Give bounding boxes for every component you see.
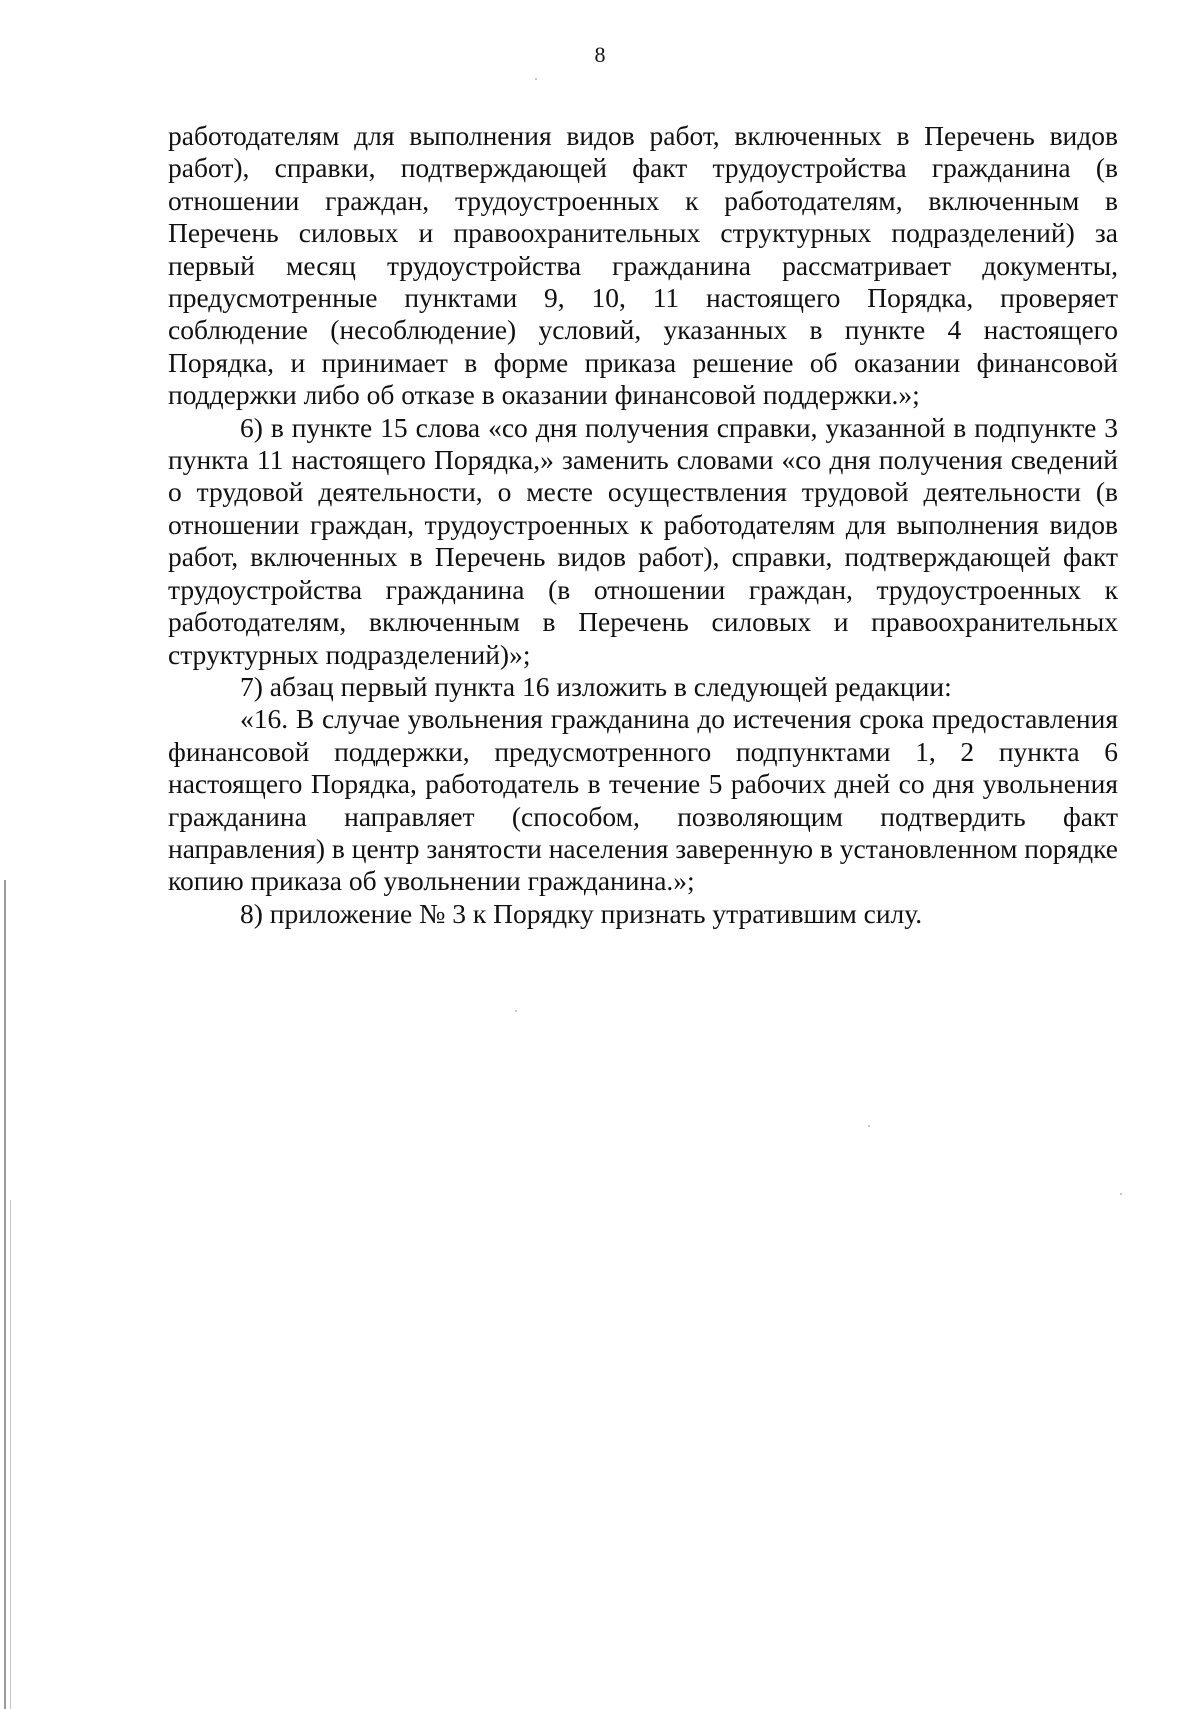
scan-speck	[868, 1125, 870, 1127]
scan-speck	[515, 1010, 517, 1012]
page-number: 8	[594, 42, 606, 67]
scan-speck	[1120, 1193, 1122, 1195]
scan-edge-line	[4, 880, 6, 1709]
paragraph-item-8: 8) приложение № 3 к Порядку признать утратившим силу.	[240, 897, 923, 929]
scan-edge-line-faint	[10, 1200, 11, 1709]
paragraph-quote-16: «16. В случае увольнения гражданина до истечения срока предоставления финансовой поддержки, предусмотренного подпунктами 1, 2 пункта 6 настоящего Порядка, работодатель в течение 5 рабочих дней со дня увольнения гражданина направляет (способом, позволяющим подтвердить факт направления) в центр занятости населения заверенную в установленном порядке копию приказа об увольнении гражданина.»;	[168, 703, 1118, 897]
paragraph-item-7: 7) абзац первый пункта 16 изложить в следующей редакции:	[240, 670, 952, 702]
paragraph-item-6: 6) в пункте 15 слова «со дня получения справки, указанной в подпункте 3 пункта 11 настоящего Порядка,» заменить словами «со дня получения сведений о трудовой деятельности, о месте осуществления трудовой деятельности (в отношении граждан, трудоустроенных к работодателям для выполнения видов работ, включенных в Перечень видов работ), справки, подтверждающей факт трудоустройства гражданина (в отношении граждан, трудоустроенных к работодателям, включенным в Перечень силовых и правоохранительных структурных подразделений)»;	[168, 411, 1118, 670]
paragraph-continuation: работодателям для выполнения видов работ, включенных в Перечень видов работ), справки, подтверждающей факт трудоустройства гражданина (в отношении граждан, трудоустроенных к работодателям, включенным в Перечень силовых и правоохранительных структурных подразделений) за первый месяц трудоустройства гражданина рассматривает документы, предусмотренные пунктами 9, 10, 11 настоящего Порядка, проверяет соблюдение (несоблюдение) условий, указанных в пункте 4 настоящего Порядка, и принимает в форме приказа решение об оказании финансовой поддержки либо об отказе в оказании финансовой поддержки.»;	[168, 120, 1118, 411]
scan-speck	[535, 78, 537, 80]
document-body	[168, 120, 1118, 930]
